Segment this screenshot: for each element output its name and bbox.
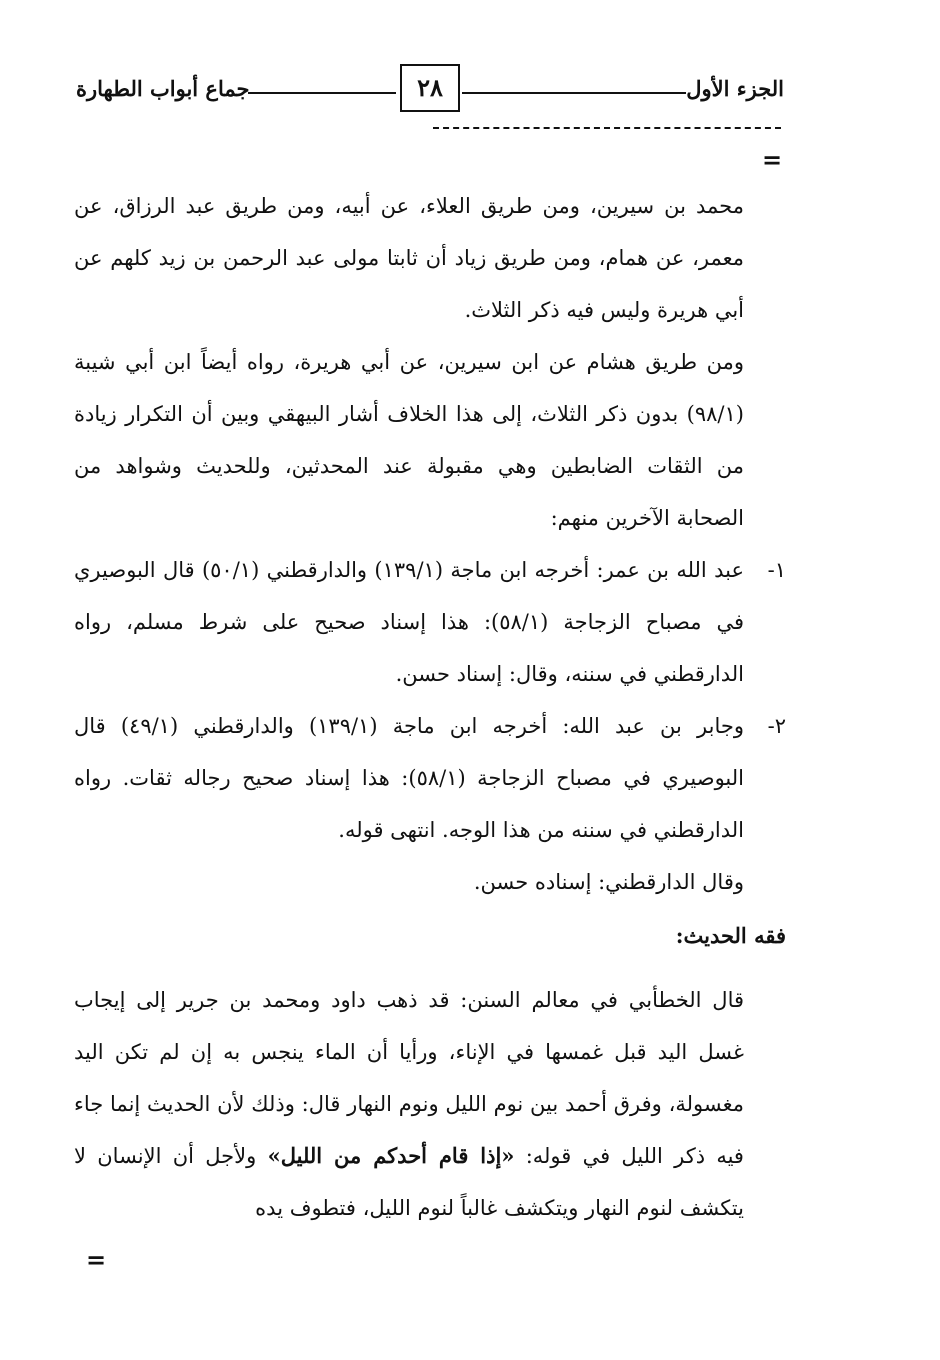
after-list-note: وقال الدارقطني: إسناده حسن. [473, 870, 744, 894]
volume-title: الجزء الأول [686, 76, 784, 101]
continuation-mark-top: = [762, 145, 783, 174]
list-item-text: عبد الله بن عمر: أخرجه ابن ماجة (١٣٩/١) والدارقطني (٥٠/١) قال البوصيري في مصباح الزجاجة (٥٨/١): هذا إسناد صحيح على شرط مسلم، رواه الدارقطني في سننه، وقال: إسناد حسن. [74, 558, 745, 686]
section-title: جماع أبواب الطهارة [76, 76, 250, 101]
continuation-mark-bottom: = [86, 1245, 107, 1274]
paragraph-2: ومن طريق هشام عن ابن سيرين، عن أبي هريرة، رواه أيضاً ابن أبي شيبة (٩٨/١) بدون ذكر الثلاث، إلى هذا الخلاف أشار البيهقي وبين أن التكرار زيادة من الثقات الضابطين وهي مقبولة عند المحدثين، وللحديث وشواهد من الصحابة الآخرين منهم: [74, 350, 744, 530]
page-number-box [400, 64, 460, 112]
continuation-dashed-rule [433, 127, 781, 129]
final-paragraph-continuation: ولأجل أن الإنسان لا يتكشف لنوم النهار ويتكشف غالباً لنوم الليل، فتطوف يده [74, 1144, 744, 1220]
list-item-number: ١- [767, 558, 786, 582]
hadith-quote: «إذا قام أحدكم من الليل» [267, 1143, 515, 1168]
list-item-text: وجابر بن عبد الله: أخرجه ابن ماجة (١٣٩/١) والدارقطني (٤٩/١) قال البوصيري في مصباح الزجاجة (٥٨/١): هذا إسناد صحيح رجاله ثقات. رواه الدارقطني في سننه من هذا الوجه. انتهى قوله. [74, 714, 744, 842]
list-item-number: ٢- [767, 714, 786, 738]
section-heading: فقه الحديث: [675, 923, 786, 948]
list-item-1 [74, 544, 786, 700]
final-paragraph [74, 974, 786, 1234]
final-paragraph-text: قال الخطأبي في معالم السنن: قد ذهب داود ومحمد بن جرير إلى إيجاب غسل اليد قبل غمسها في الإناء، ورأيا أن الماء ينجس به إن لم تكن اليد مغسولة، وفرق أحمد بين نوم الليل ونوم النهار قال: وذلك لأن الحديث إنما جاء فيه ذكر الليل في قوله: [74, 988, 744, 1168]
list-item-2 [74, 700, 786, 856]
page-body [74, 180, 786, 1234]
paragraph-1: محمد بن سيرين، ومن طريق العلاء، عن أبيه، ومن طريق عبد الرزاق، عن معمر، عن همام، ومن طريق زياد أن ثابتا مولى عبد الرحمن بن زيد كلهم عن أبي هريرة وليس فيه ذكر الثلاث. [74, 194, 744, 322]
header-rule-right [462, 92, 686, 94]
header-rule-left [248, 92, 396, 94]
page-header [70, 62, 790, 122]
page-number: ٢٨ [417, 73, 443, 102]
